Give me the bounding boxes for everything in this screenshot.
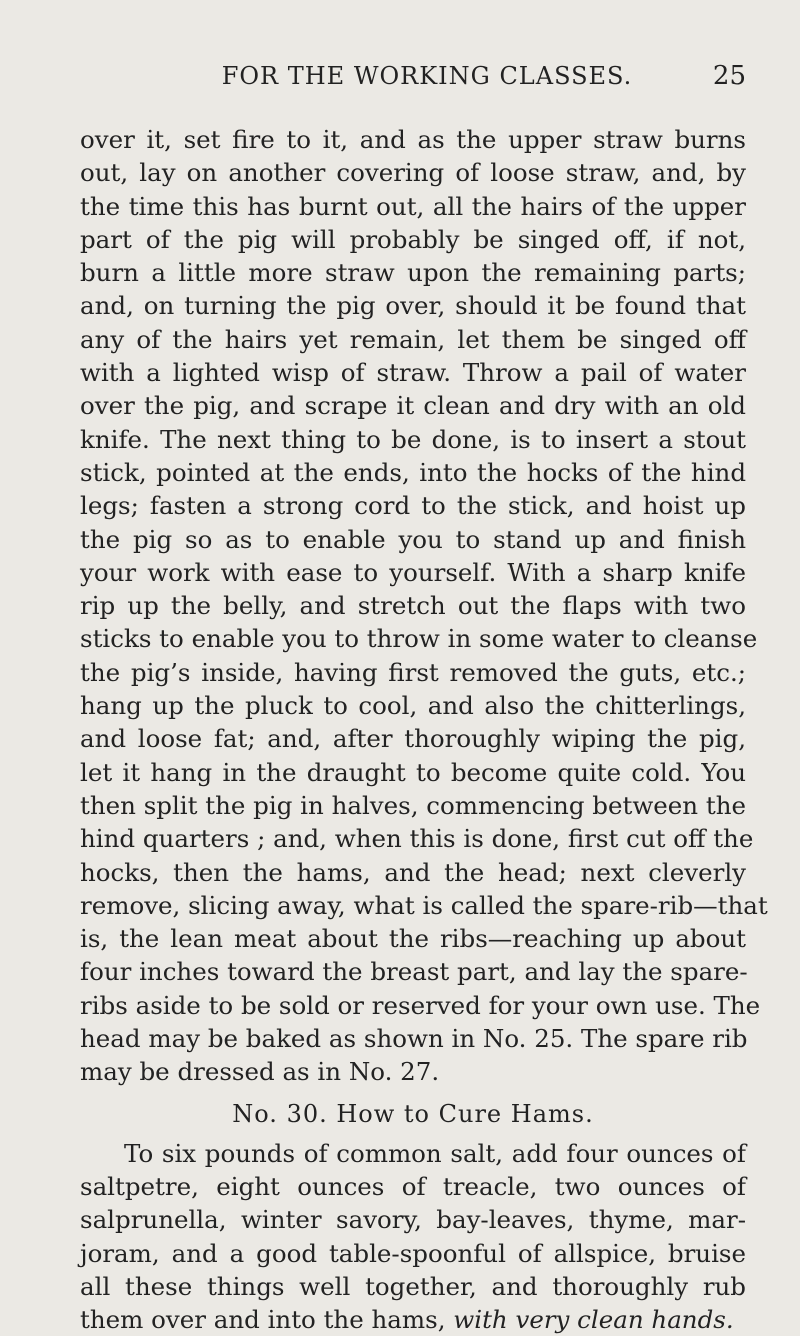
body-text xyxy=(80,123,768,1336)
text-line: the pig’s inside, having first removed the guts, etc.; xyxy=(80,657,746,687)
text-line: salprunella, winter savory, bay-leaves, thyme, mar- xyxy=(80,1205,746,1235)
text-line: remove, slicing away, what is called the spare-rib—that xyxy=(80,890,768,920)
paragraph-pig-preparation xyxy=(80,123,768,1089)
paragraph-cure-hams xyxy=(80,1137,746,1336)
text-line: over it, set fire to it, and as the upper straw burns xyxy=(80,125,746,154)
text-line: To six pounds of common salt, add four ounces of xyxy=(124,1138,746,1168)
text-line: your work with ease to yourself. With a sharp knife xyxy=(80,557,746,587)
text-line: the pig so as to enable you to stand up and finish xyxy=(80,524,746,554)
text-line: hind quarters ; and, when this is done, first cut off the xyxy=(80,824,754,854)
final-line-plain: them over and into the hams, xyxy=(80,1305,454,1335)
text-line: joram, and a good table-spoonful of allspice, bruise xyxy=(80,1238,746,1268)
page-number: 25 xyxy=(712,61,746,91)
text-line: legs; fasten a strong cord to the stick, and hoist up xyxy=(80,491,746,521)
text-line: then split the pig in halves, commencing between the xyxy=(80,790,746,820)
text-line: may be dressed as in No. 27. xyxy=(80,1057,440,1087)
text-line: four inches toward the breast part, and lay the spare- xyxy=(80,957,748,987)
text-line: is, the lean meat about the ribs—reaching up about xyxy=(80,924,746,954)
text-line: the time this has burnt out, all the hairs of the upper xyxy=(80,191,746,221)
running-head-title: FOR THE WORKING CLASSES. xyxy=(221,62,633,90)
text-line: all these things well together, and thoroughly rub xyxy=(80,1271,746,1301)
text-line: sticks to enable you to throw in some water to cleanse xyxy=(80,624,758,654)
text-line: part of the pig will probably be singed off, if not, xyxy=(80,224,746,254)
section-heading-cure-hams: No. 30. How to Cure Hams. xyxy=(232,1099,594,1128)
text-line: saltpetre, eight ounces of treacle, two ounces of xyxy=(80,1171,746,1201)
text-line-final xyxy=(80,1303,746,1336)
running-head xyxy=(80,58,746,94)
text-line: ribs aside to be sold or reserved for your own use. The xyxy=(80,990,761,1020)
text-line: hocks, then the hams, and the head; next cleverly xyxy=(80,857,746,887)
text-line: burn a little more straw upon the remaining parts; xyxy=(80,258,746,288)
text-line: let it hang in the draught to become quite cold. You xyxy=(80,757,746,787)
text-line: out, lay on another covering of loose straw, and, by xyxy=(80,158,746,188)
text-line: and, on turning the pig over, should it be found that xyxy=(80,291,746,321)
text-line: with a lighted wisp of straw. Throw a pail of water xyxy=(80,358,746,388)
text-line: any of the hairs yet remain, let them be singed off xyxy=(80,324,746,354)
text-line: stick, pointed at the ends, into the hocks of the hind xyxy=(80,457,746,487)
final-line-italic: with very clean hands. xyxy=(453,1305,734,1335)
text-line: head may be baked as shown in No. 25. The spare rib xyxy=(80,1024,748,1054)
text-line: rip up the belly, and stretch out the flaps with two xyxy=(80,591,746,621)
text-line: and loose fat; and, after thoroughly wiping the pig, xyxy=(80,724,746,754)
text-line: hang up the pluck to cool, and also the chitterlings, xyxy=(80,691,746,721)
text-line: knife. The next thing to be done, is to insert a stout xyxy=(80,424,746,454)
text-line: over the pig, and scrape it clean and dry with an old xyxy=(80,391,746,421)
